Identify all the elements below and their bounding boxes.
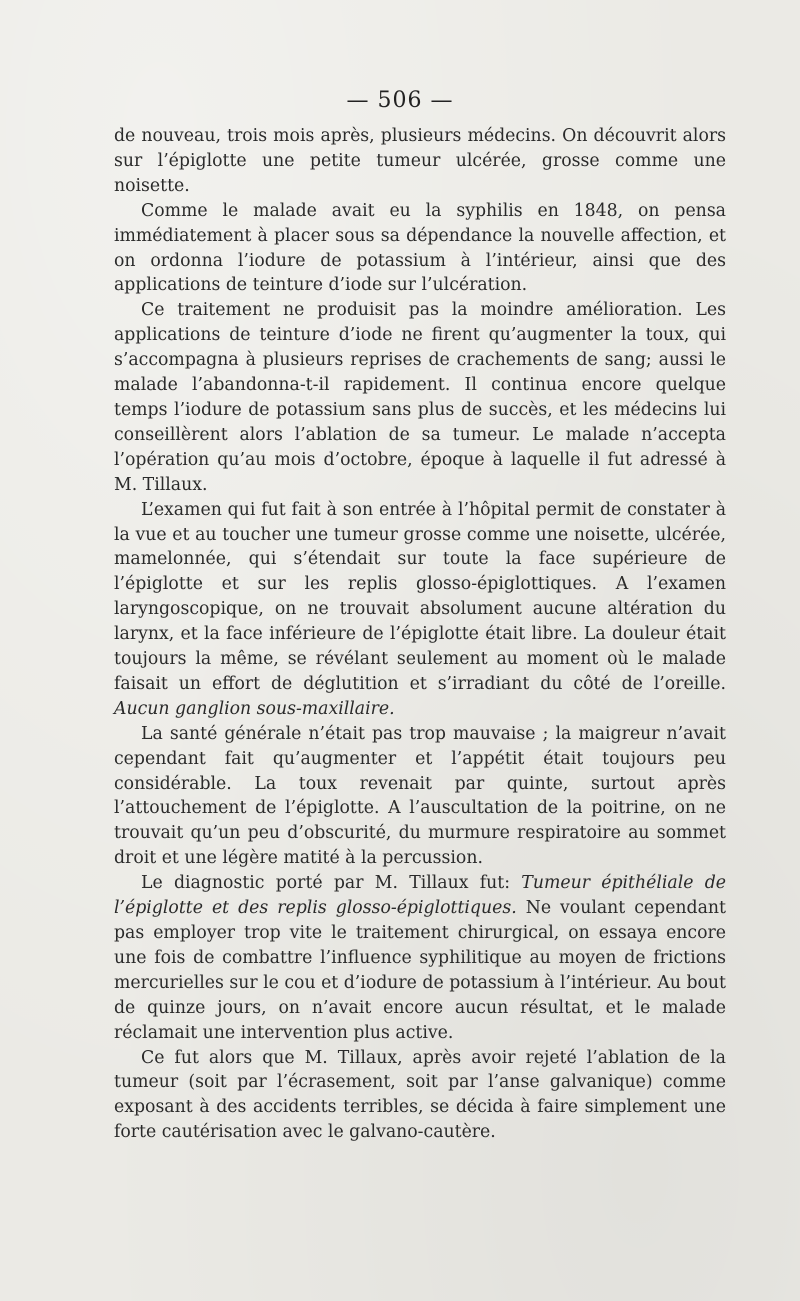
text-run: L’examen qui fut fait à son entrée à l’hôpital permit de constater à la vue et au toucher une tumeur grosse comme une noisette, ulcérée, mamelonnée, qui s’étendait sur toute la face supérieure de l’épiglotte et sur les replis glosso-épiglottiques. A l’examen laryngoscopique, on ne trouvait absolument aucune altération du larynx, et la face inférieure de l’épiglotte était libre. La douleur était toujours la même, se révélant seulement au moment où le malade faisait un effort de déglutition et s’irradiant du côté de l’oreille. bbox=[114, 499, 726, 694]
text-run: Comme le malade avait eu la syphilis en 1848, on pensa immédiatement à placer sous sa dépendance la nouvelle affection, et on ordonna l’iodure de potassium à l’intérieur, ainsi que des applications de teinture d’iode sur l’ulcération. bbox=[114, 200, 726, 296]
body-text bbox=[114, 124, 726, 1145]
text-run: Ce traitement ne produisit pas la moindre amélioration. Les applications de teinture d’iode ne firent qu’augmenter la toux, qui s’accompagna à plusieurs reprises de crachements de sang; aussi le malade l’abandonna-t-il rapidement. Il continua encore quelque temps l’iodure de potassium sans plus de succès, et les médecins lui conseillèrent alors l’ablation de sa tumeur. Le malade n’accepta l’opération qu’au mois d’octobre, époque à laquelle il fut adressé à M. Tillaux. bbox=[114, 300, 726, 495]
paragraph bbox=[114, 498, 726, 722]
italic-text: Tumeur épithéliale de l’épiglotte et des replis glosso-épiglottiques. bbox=[114, 873, 726, 919]
paragraph bbox=[114, 1046, 726, 1146]
text-run: Ne voulant cependant pas employer trop vite le traitement chirurgical, on essaya encore une fois de combattre l’influence syphilitique au moyen de frictions mercurielles sur le cou et d’iodure de potassium à l’intérieur. Au bout de quinze jours, on n’avait encore aucun résultat, et le malade réclamait une intervention plus active. bbox=[114, 898, 726, 1043]
text-run: La santé générale n’était pas trop mauvaise ; la maigreur n’avait cependant fait qu’augmenter et l’appétit était toujours peu considérable. La toux revenait par quinte, surtout après l’attouchement de l’épiglotte. A l’auscultation de la poitrine, on ne trouvait qu’un peu d’obscurité, du murmure respiratoire au sommet droit et une légère matité à la percussion. bbox=[114, 723, 726, 869]
italic-text: Aucun ganglion sous-maxillaire. bbox=[114, 698, 395, 719]
paragraph bbox=[114, 199, 726, 299]
text-run: de nouveau, trois mois après, plusieurs médecins. On découvrit alors sur l’épiglotte une petite tumeur ulcérée, grosse comme une noisette. bbox=[114, 126, 726, 196]
page-number: — 506 — bbox=[346, 88, 454, 113]
paragraph bbox=[114, 124, 726, 199]
text-run: Le diagnostic porté par M. Tillaux fut: bbox=[141, 873, 522, 894]
text-run: Ce fut alors que M. Tillaux, après avoir rejeté l’ablation de la tumeur (soit par l’écrasement, soit par l’anse galvanique) comme exposant à des accidents terribles, se décida à faire simplement une forte cautérisation avec le galvano-cautère. bbox=[114, 1047, 726, 1143]
paragraph bbox=[114, 722, 726, 871]
paragraph bbox=[114, 871, 726, 1045]
paragraph bbox=[114, 298, 726, 497]
